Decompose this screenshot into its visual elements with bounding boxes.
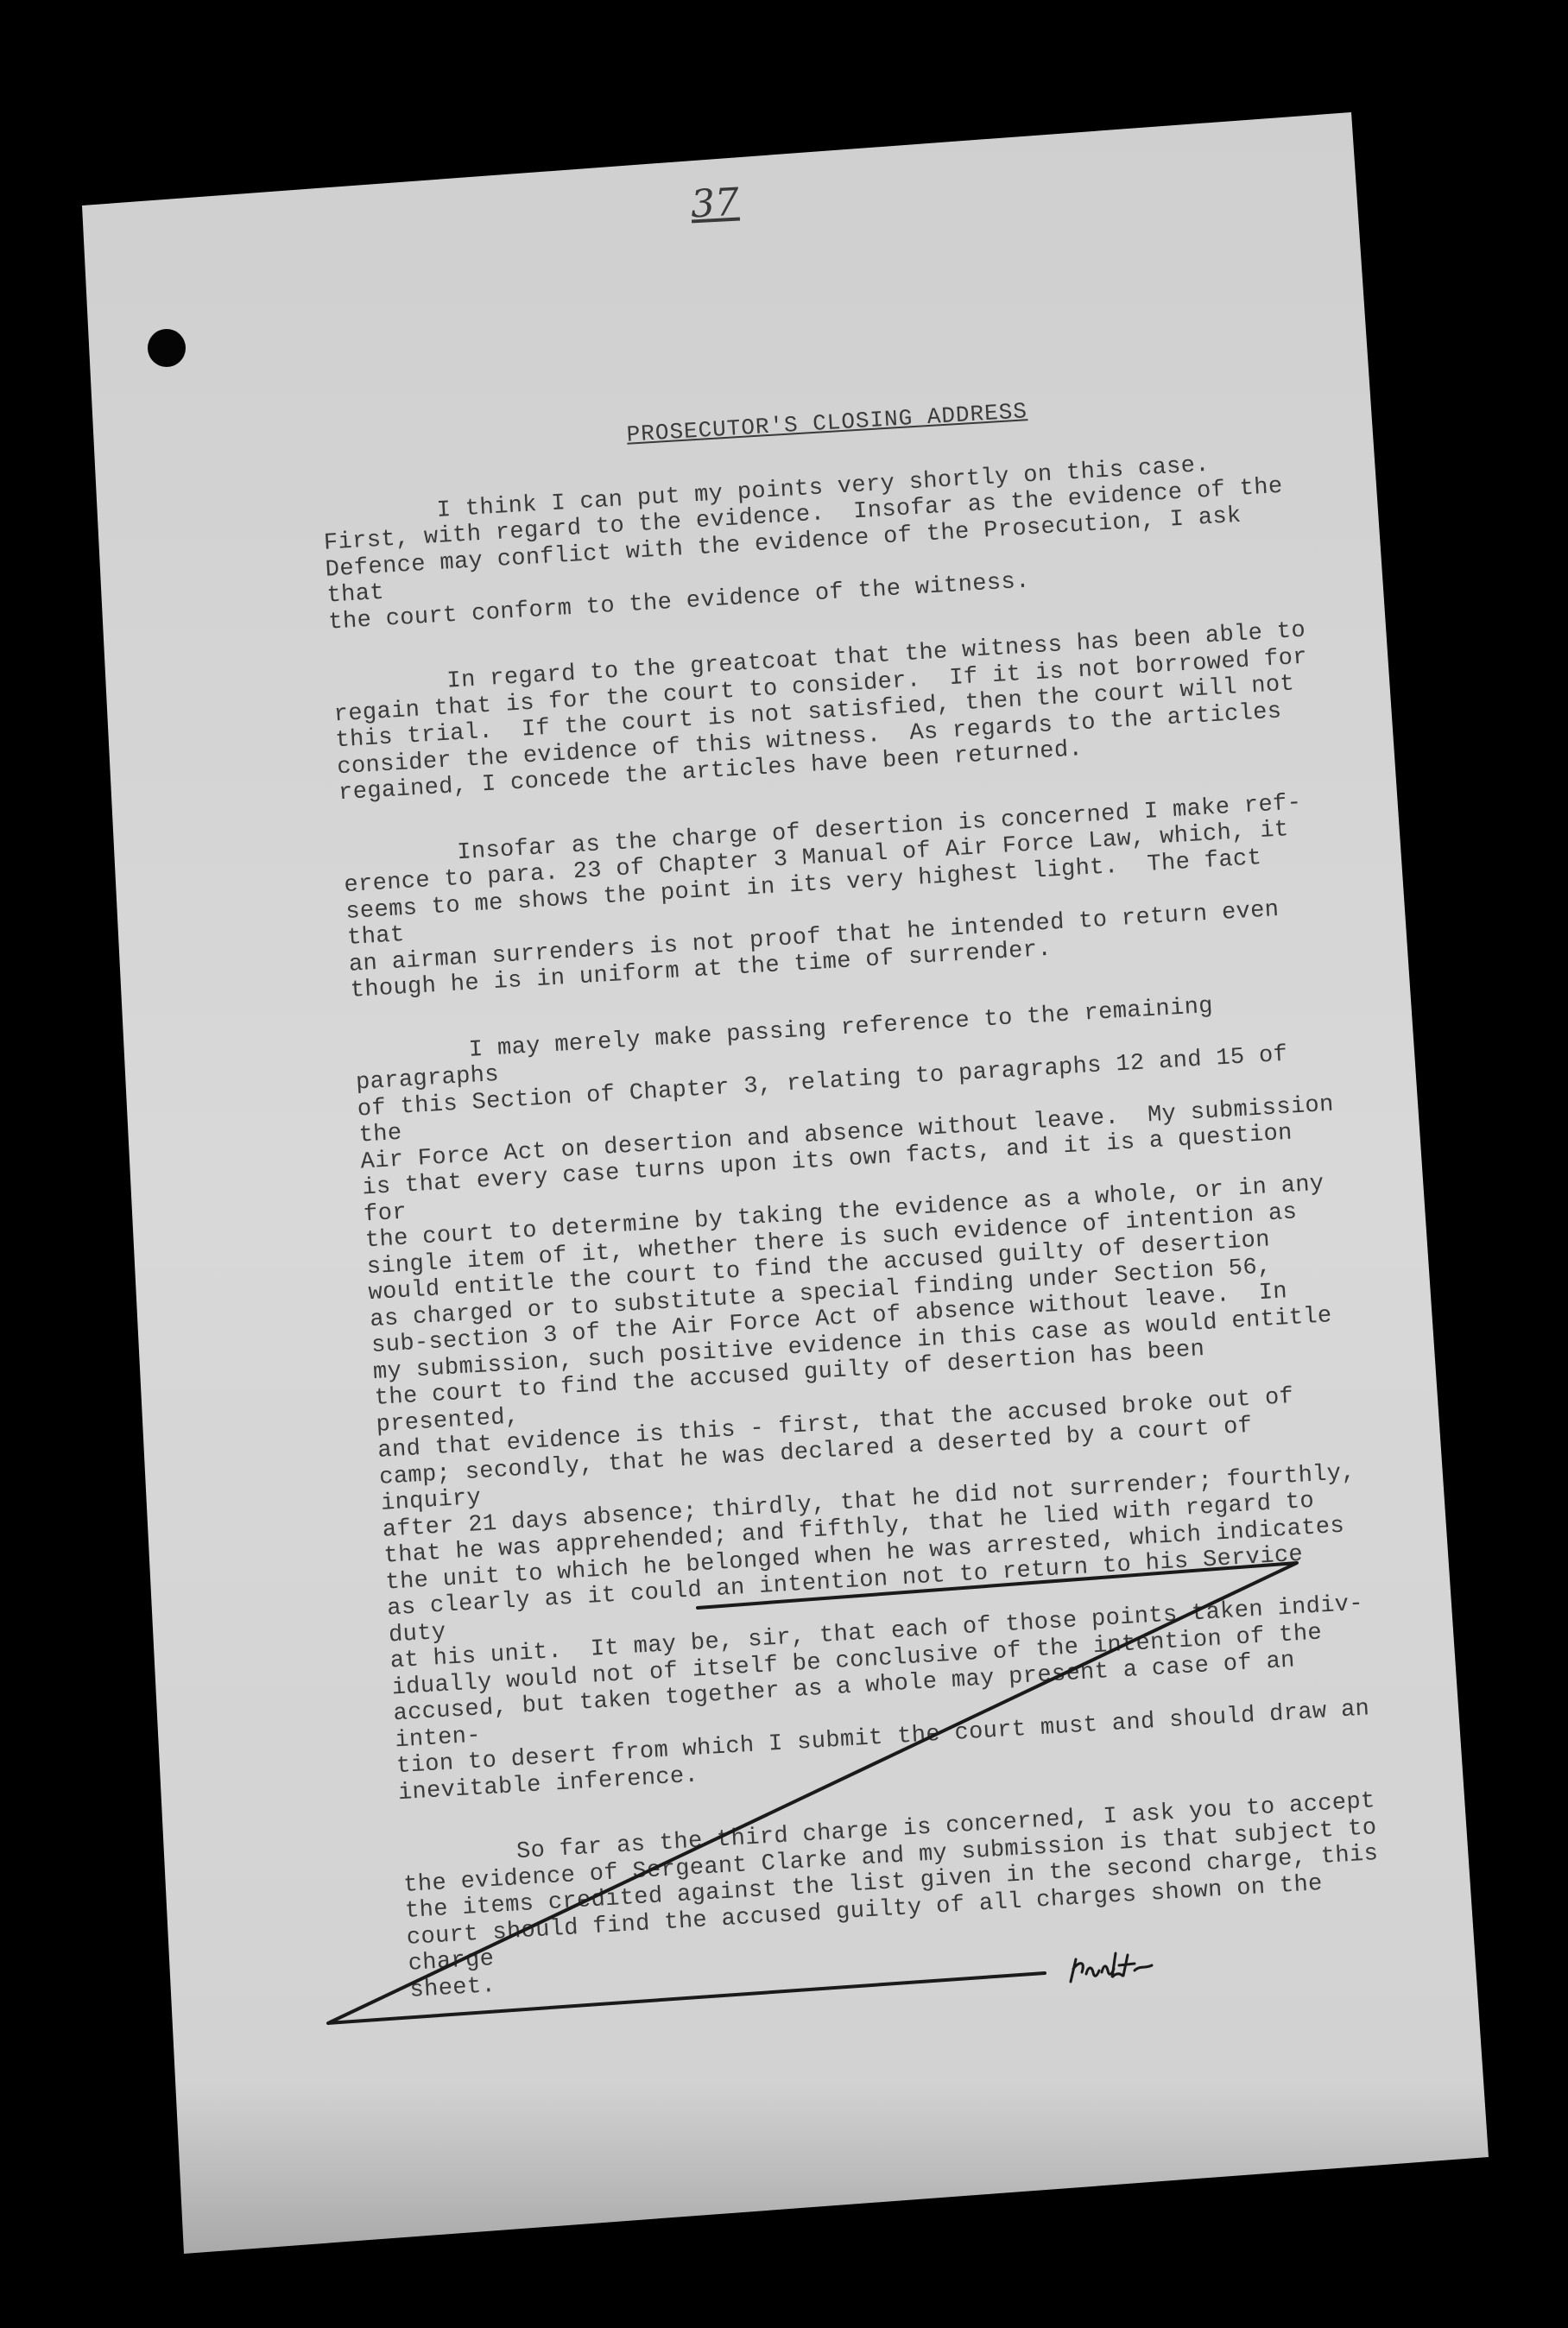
handwritten-signature [1071, 1953, 1152, 1982]
paragraph-1: I think I can put my points very shortly on this case. First, with regard to the evidence. Insofar as the evidence of the Defence may conflict with the evidence of the Prosecution, I ask that the court conform to the evidence of the witness. [321, 452, 1284, 636]
z-strike-line [328, 1563, 1297, 2023]
paragraph-4: I may merely make passing reference to the remaining paragraphs of this Section of Chapter 3, relating to paragraphs 12 and 15 of the Air Force Act on desertion and absence without leave. My submission is that every case turns upon its own facts, and it is a question for the court to determine by taking the evidence as a whole, or in any single item of it, whether there is such evidence of intention as would entitle the court to find the accused guilty of desertion as charged or to substitute a special finding under Section 56, sub-section 3 of the Air Force Act of absence without leave. In my submission, such positive evidence in this case as would entitle the court to find the accused guilty of desertion has been presented, and that evidence is this - first, that the accused broke out of camp; secondly, that he was declared a deserted by a court of inquiry after 21 days absence; thirdly, that he did not surrender; fourthly, that he was apprehended; and fifthly, that he lied with regard to the unit to which he belonged when he was arrested, which indicates as clearly as it could an intention not to return to his Service duty at his unit. It may be, sir, that each of those points taken indiv- idually would not of itself be conclusive of the intention of the accused, but taken together as a whole may present a case of an inten- tion to desert from which I submit the court must and should draw an inevitable inference. [353, 992, 1371, 1806]
page-number: 37 [689, 180, 741, 227]
paragraph-2: In regard to the greatcoat that the witness has been able to regain that is for the court to consider. If it is not borrowed for this trial. If the court is not satisfied, then the court will not consider the evidence of this witness. As regards to the articles regained, I concede the articles have been returned. [332, 617, 1308, 807]
document-heading: PROSECUTOR'S CLOSING ADDRESS [625, 398, 1028, 448]
paragraph-3: Insofar as the charge of desertion is concerned I make ref- erence to para. 23 of Chapter 3 Manual of Air Force Law, which, it seems to me shows the point in its very highest light. The fact that an airman surrenders is not proof that he intended to return even though he is in uniform at the time of surrender. [341, 789, 1303, 1004]
paragraph-5: So far as the third charge is concerned, I ask you to accept the evidence of Sergeant Clarke and my submission is that subject to the items credited against the list given in the second charge, this court should find the accused guilty of all charges shown on the charge sheet. [401, 1788, 1380, 2004]
